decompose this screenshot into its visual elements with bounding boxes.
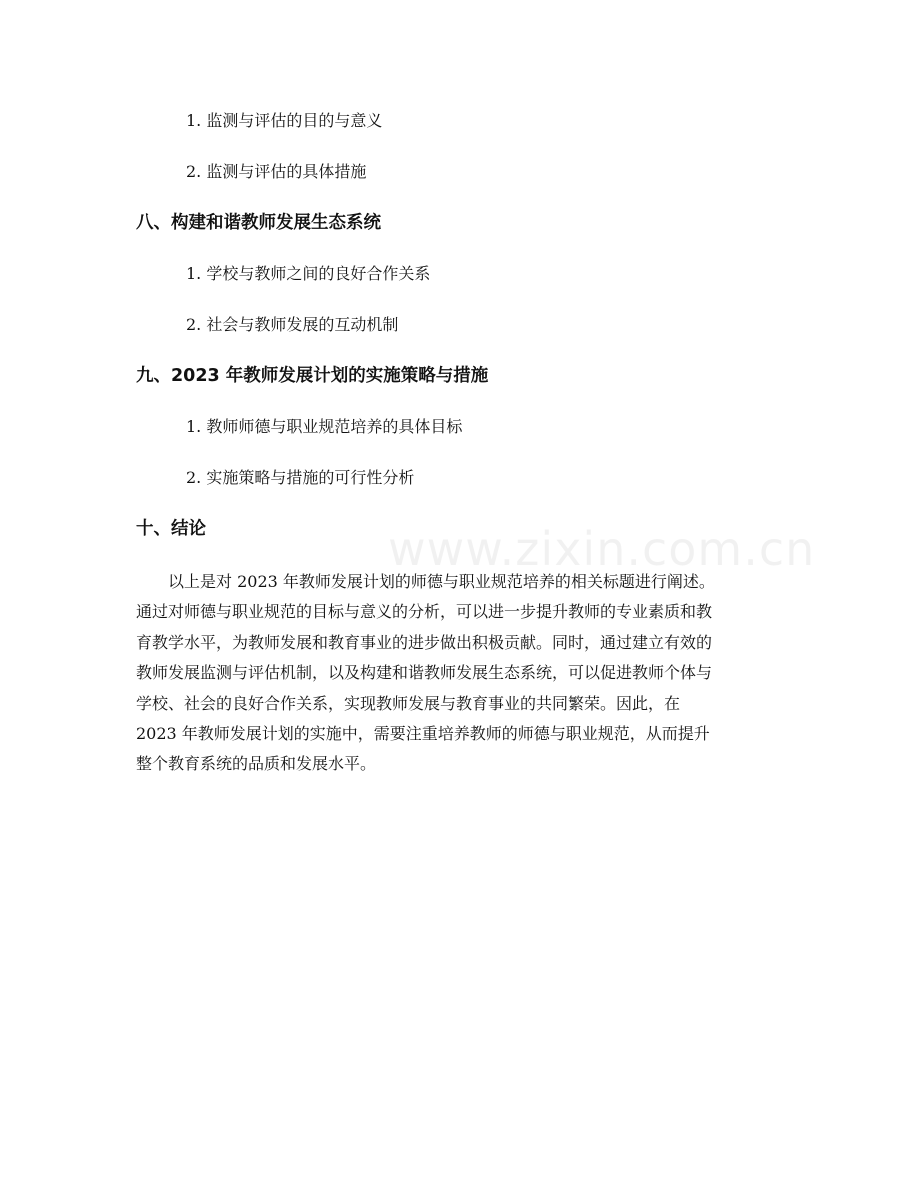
paragraph-line: 教师发展监测与评估机制，以及构建和谐教师发展生态系统，可以促进教师个体与 xyxy=(136,663,713,683)
list-item: 1. 教师师德与职业规范培养的具体目标 xyxy=(186,417,463,436)
list-item: 2. 实施策略与措施的可行性分析 xyxy=(186,468,415,487)
paragraph-line: 通过对师德与职业规范的目标与意义的分析，可以进一步提升教师的专业素质和教 xyxy=(136,602,713,622)
paragraph-line: 整个教育系统的品质和发展水平。 xyxy=(136,754,377,774)
list-item: 2. 社会与教师发展的互动机制 xyxy=(186,315,399,334)
section-heading: 十、结论 xyxy=(136,519,206,539)
section-heading: 八、构建和谐教师发展生态系统 xyxy=(136,213,381,233)
conclusion-paragraph xyxy=(136,567,786,780)
list-item: 1. 学校与教师之间的良好合作关系 xyxy=(186,264,431,283)
paragraph-line: 学校、社会的良好合作关系，实现教师发展与教育事业的共同繁荣。因此，在 xyxy=(136,693,681,713)
list-item: 2. 监测与评估的具体措施 xyxy=(186,162,367,181)
paragraph-line: 2023 年教师发展计划的实施中，需要注重培养教师的师德与职业规范，从而提升 xyxy=(136,724,710,744)
paragraph-line: 育教学水平，为教师发展和教育事业的进步做出积极贡献。同时，通过建立有效的 xyxy=(136,632,713,652)
paragraph-line: 以上是对 2023 年教师发展计划的师德与职业规范培养的相关标题进行阐述。 xyxy=(168,572,715,591)
section-heading: 九、2023 年教师发展计划的实施策略与措施 xyxy=(136,366,489,386)
list-item: 1. 监测与评估的目的与意义 xyxy=(186,111,383,130)
watermark: www.zixin.com.cn xyxy=(388,522,816,576)
